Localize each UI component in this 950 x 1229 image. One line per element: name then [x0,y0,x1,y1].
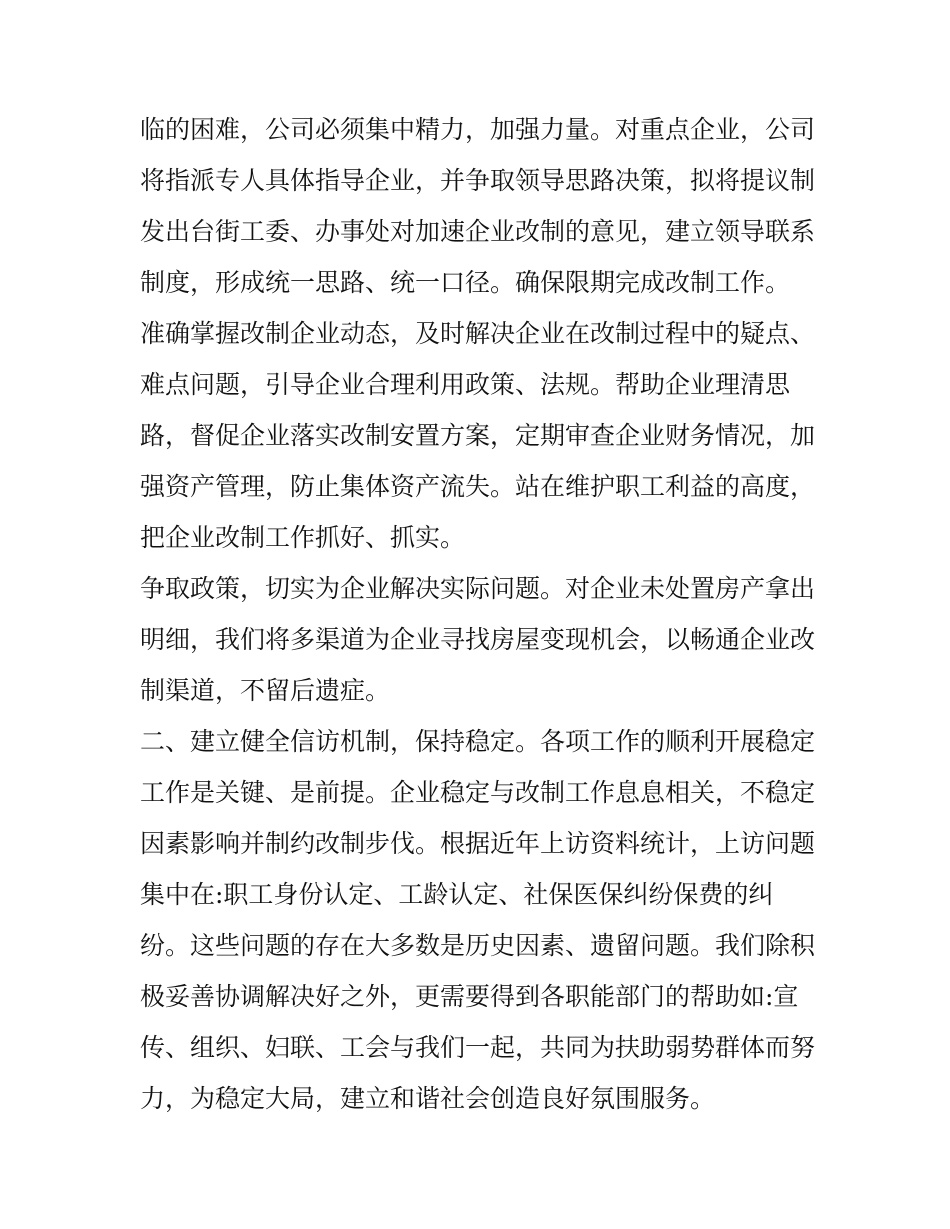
text-line-3: 发出台街工委、办事处对加速企业改制的意见，建立领导联系 [140,217,816,246]
text-line-13: 二、建立健全信访机制，保持稳定。各项工作的顺利开展稳定 [140,727,816,756]
text-line-7: 路，督促企业落实改制安置方案，定期审查企业财务情况，加 [140,421,816,450]
text-line-16: 集中在:职工身份认定、工龄认定、社保医保纠纷保费的纠 [140,880,774,909]
text-line-4: 制度，形成统一思路、统一口径。确保限期完成改制工作。 [140,268,791,297]
text-line-19: 传、组织、妇联、工会与我们一起，共同为扶助弱势群体而努 [140,1033,816,1062]
text-line-1: 临的困难，公司必须集中精力，加强力量。对重点企业，公司 [140,115,816,144]
text-line-12: 制渠道，不留后遗症。 [140,676,391,705]
text-line-8: 强资产管理，防止集体资产流失。站在维护职工利益的高度， [140,472,816,501]
text-line-11: 明细，我们将多渠道为企业寻找房屋变现机会，以畅通企业改 [140,625,816,654]
text-line-14: 工作是关键、是前提。企业稳定与改制工作息息相关，不稳定 [140,778,816,807]
text-line-5: 准确掌握改制企业动态，及时解决企业在改制过程中的疑点、 [140,319,816,348]
text-line-6: 难点问题，引导企业合理利用政策、法规。帮助企业理清思 [140,370,791,399]
text-line-17: 纷。这些问题的存在大多数是历史因素、遗留问题。我们除积 [140,931,816,960]
text-line-9: 把企业改制工作抓好、抓实。 [140,523,466,552]
text-line-18: 极妥善协调解决好之外，更需要得到各职能部门的帮助如:宣 [140,982,799,1011]
body-text [140,108,820,1128]
text-line-2: 将指派专人具体指导企业，并争取领导思路决策，拟将提议制 [140,166,816,195]
text-line-20: 力，为稳定大局，建立和谐社会创造良好氛围服务。 [140,1084,716,1113]
text-line-15: 因素影响并制约改制步伐。根据近年上访资料统计，上访问题 [140,829,816,858]
text-line-10: 争取政策，切实为企业解决实际问题。对企业未处置房产拿出 [140,574,816,603]
